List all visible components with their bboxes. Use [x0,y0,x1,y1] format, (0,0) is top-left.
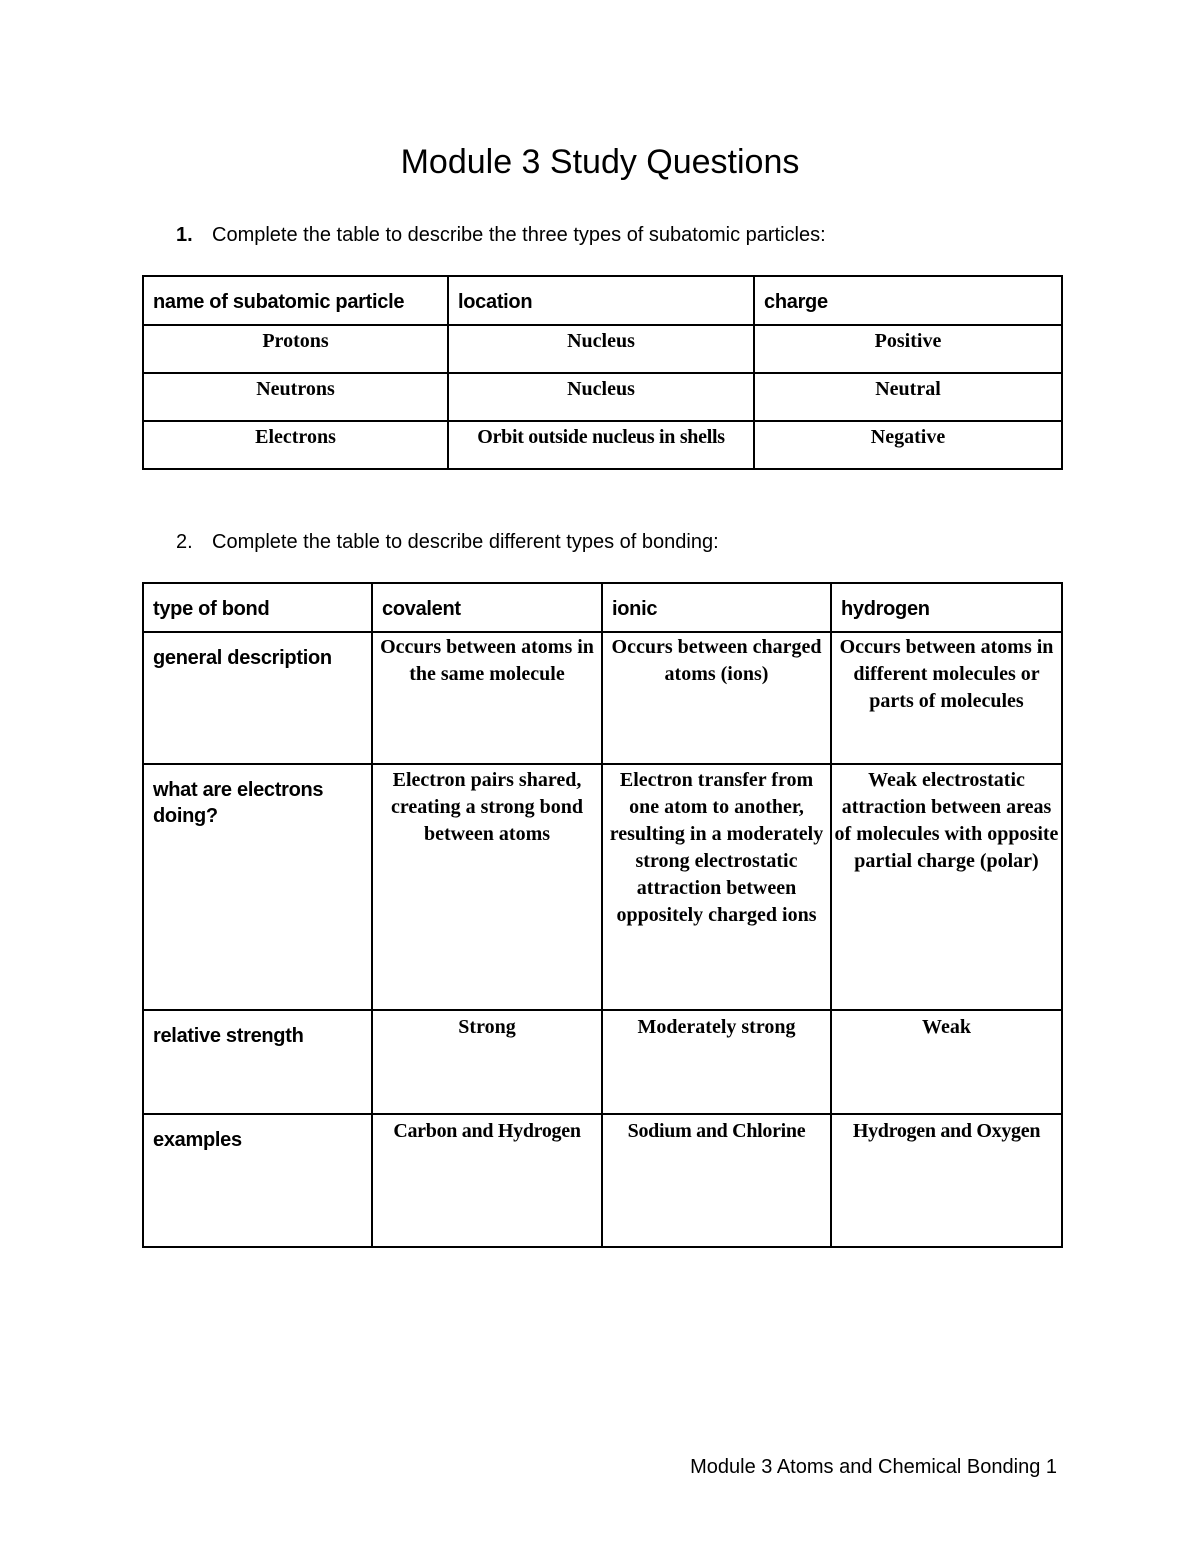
header-particle-name: name of subatomic particle [143,276,448,325]
table-row [143,1010,1062,1114]
page-title: Module 3 Study Questions [400,143,800,181]
table-row [143,421,1062,469]
header-covalent: covalent [372,583,602,632]
header-ionic: ionic [602,583,831,632]
header-charge: charge [754,276,1062,325]
covalent-strength: Strong [372,1010,602,1114]
particle-name: Neutrons [143,373,448,421]
question-2 [176,529,719,555]
row-label-electrons: what are electrons doing? [143,764,372,1010]
table-header-row [143,583,1062,632]
header-location: location [448,276,754,325]
covalent-general-description: Occurs between atoms in the same molecule [372,632,602,764]
question-1 [176,222,826,248]
bonding-types-table [142,582,1063,1248]
table-row [143,373,1062,421]
table-row [143,632,1062,764]
particle-charge: Neutral [754,373,1062,421]
covalent-examples: Carbon and Hydrogen [372,1114,602,1247]
particle-location: Orbit outside nucleus in shells [448,421,754,469]
table-row [143,325,1062,373]
row-label-general-description: general description [143,632,372,764]
table-row [143,764,1062,1010]
question-2-number: 2. [176,531,193,553]
particle-location: Nucleus [448,325,754,373]
header-type-of-bond: type of bond [143,583,372,632]
hydrogen-examples: Hydrogen and Oxygen [831,1114,1062,1247]
row-label-examples: examples [143,1114,372,1247]
particle-charge: Positive [754,325,1062,373]
ionic-strength: Moderately strong [602,1010,831,1114]
question-1-number: 1. [176,224,193,246]
hydrogen-electrons: Weak electrostatic attraction between areas of molecules with opposite partial charge (polar) [831,764,1062,1010]
header-hydrogen: hydrogen [831,583,1062,632]
hydrogen-strength: Weak [831,1010,1062,1114]
table-header-row [143,276,1062,325]
particle-name: Protons [143,325,448,373]
question-1-text: Complete the table to describe the three types of subatomic particles: [212,224,826,246]
row-label-relative-strength: relative strength [143,1010,372,1114]
covalent-electrons: Electron pairs shared, creating a strong bond between atoms [372,764,602,1010]
question-2-text: Complete the table to describe different types of bonding: [212,531,719,553]
ionic-electrons: Electron transfer from one atom to another, resulting in a moderately strong electrostatic attraction between oppositely charged ions [602,764,831,1010]
particle-location: Nucleus [448,373,754,421]
particle-name: Electrons [143,421,448,469]
ionic-examples: Sodium and Chlorine [602,1114,831,1247]
page-footer: Module 3 Atoms and Chemical Bonding 1 [690,1456,1057,1478]
ionic-general-description: Occurs between charged atoms (ions) [602,632,831,764]
particle-charge: Negative [754,421,1062,469]
subatomic-particles-table [142,275,1063,470]
hydrogen-general-description: Occurs between atoms in different molecules or parts of molecules [831,632,1062,764]
table-row [143,1114,1062,1247]
